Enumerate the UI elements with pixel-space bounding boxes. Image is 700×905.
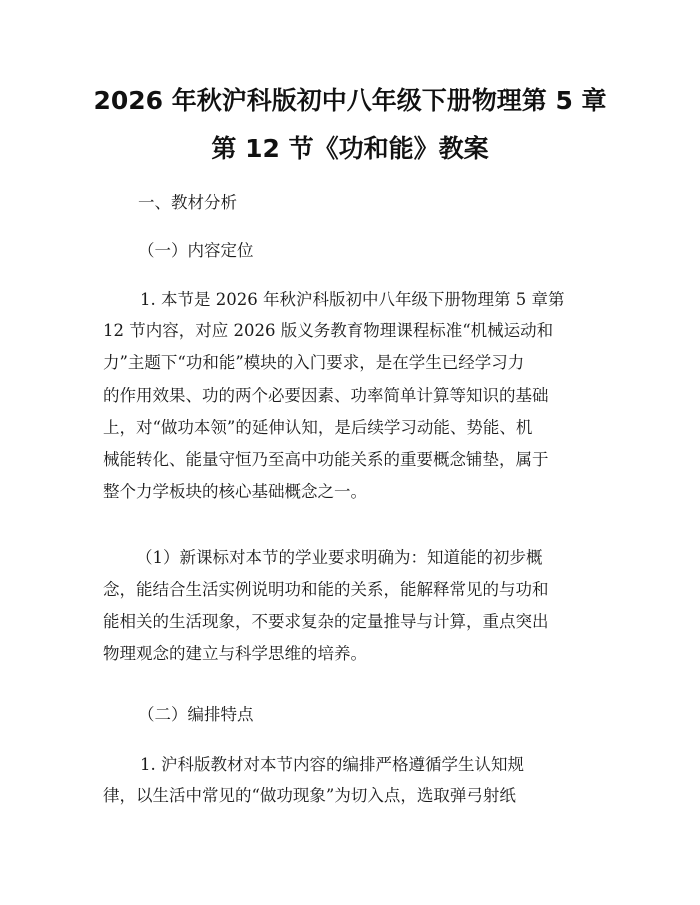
subsection-heading-layout-features: （二）编排特点	[138, 705, 254, 724]
paragraph-1-line: 械能转化、能量守恒乃至高中功能关系的重要概念铺垫，属于	[103, 450, 549, 469]
paragraph-1-line: 的作用效果、功的两个必要因素、功率简单计算等知识的基础	[103, 386, 549, 405]
paragraph-2-line: 物理观念的建立与科学思维的培养。	[103, 644, 367, 663]
paragraph-1-line: 上，对“做功本领”的延伸认知，是后续学习动能、势能、机	[103, 418, 533, 437]
paragraph-1-line: 整个力学板块的核心基础概念之一。	[103, 482, 367, 501]
paragraph-1-line: 12 节内容，对应 2026 版义务教育物理课程标准“机械运动和	[103, 321, 554, 340]
paragraph-2-line: 念，能结合生活实例说明功和能的关系，能解释常见的与功和	[103, 580, 549, 599]
paragraph-2-line: （1）新课标对本节的学业要求明确为：知道能的初步概	[136, 548, 543, 567]
section-heading-textbook-analysis: 一、教材分析	[138, 193, 237, 212]
paragraph-3-line: 律，以生活中常见的“做功现象”为切入点，选取弹弓射纸	[103, 786, 516, 805]
paragraph-1-line: 1. 本节是 2026 年秋沪科版初中八年级下册物理第 5 章第	[140, 290, 565, 309]
subsection-heading-content-positioning: （一）内容定位	[138, 241, 254, 260]
paragraph-3-line: 1. 沪科版教材对本节内容的编排严格遵循学生认知规	[140, 755, 524, 774]
document-title-line-1: 2026 年秋沪科版初中八年级下册物理第 5 章	[93, 86, 607, 115]
paragraph-2-line: 能相关的生活现象，不要求复杂的定量推导与计算，重点突出	[103, 612, 549, 631]
paragraph-1-line: 力”主题下“功和能”模块的入门要求，是在学生已经学习力	[103, 353, 525, 372]
document-title-line-2: 第 12 节《功和能》教案	[211, 134, 489, 163]
